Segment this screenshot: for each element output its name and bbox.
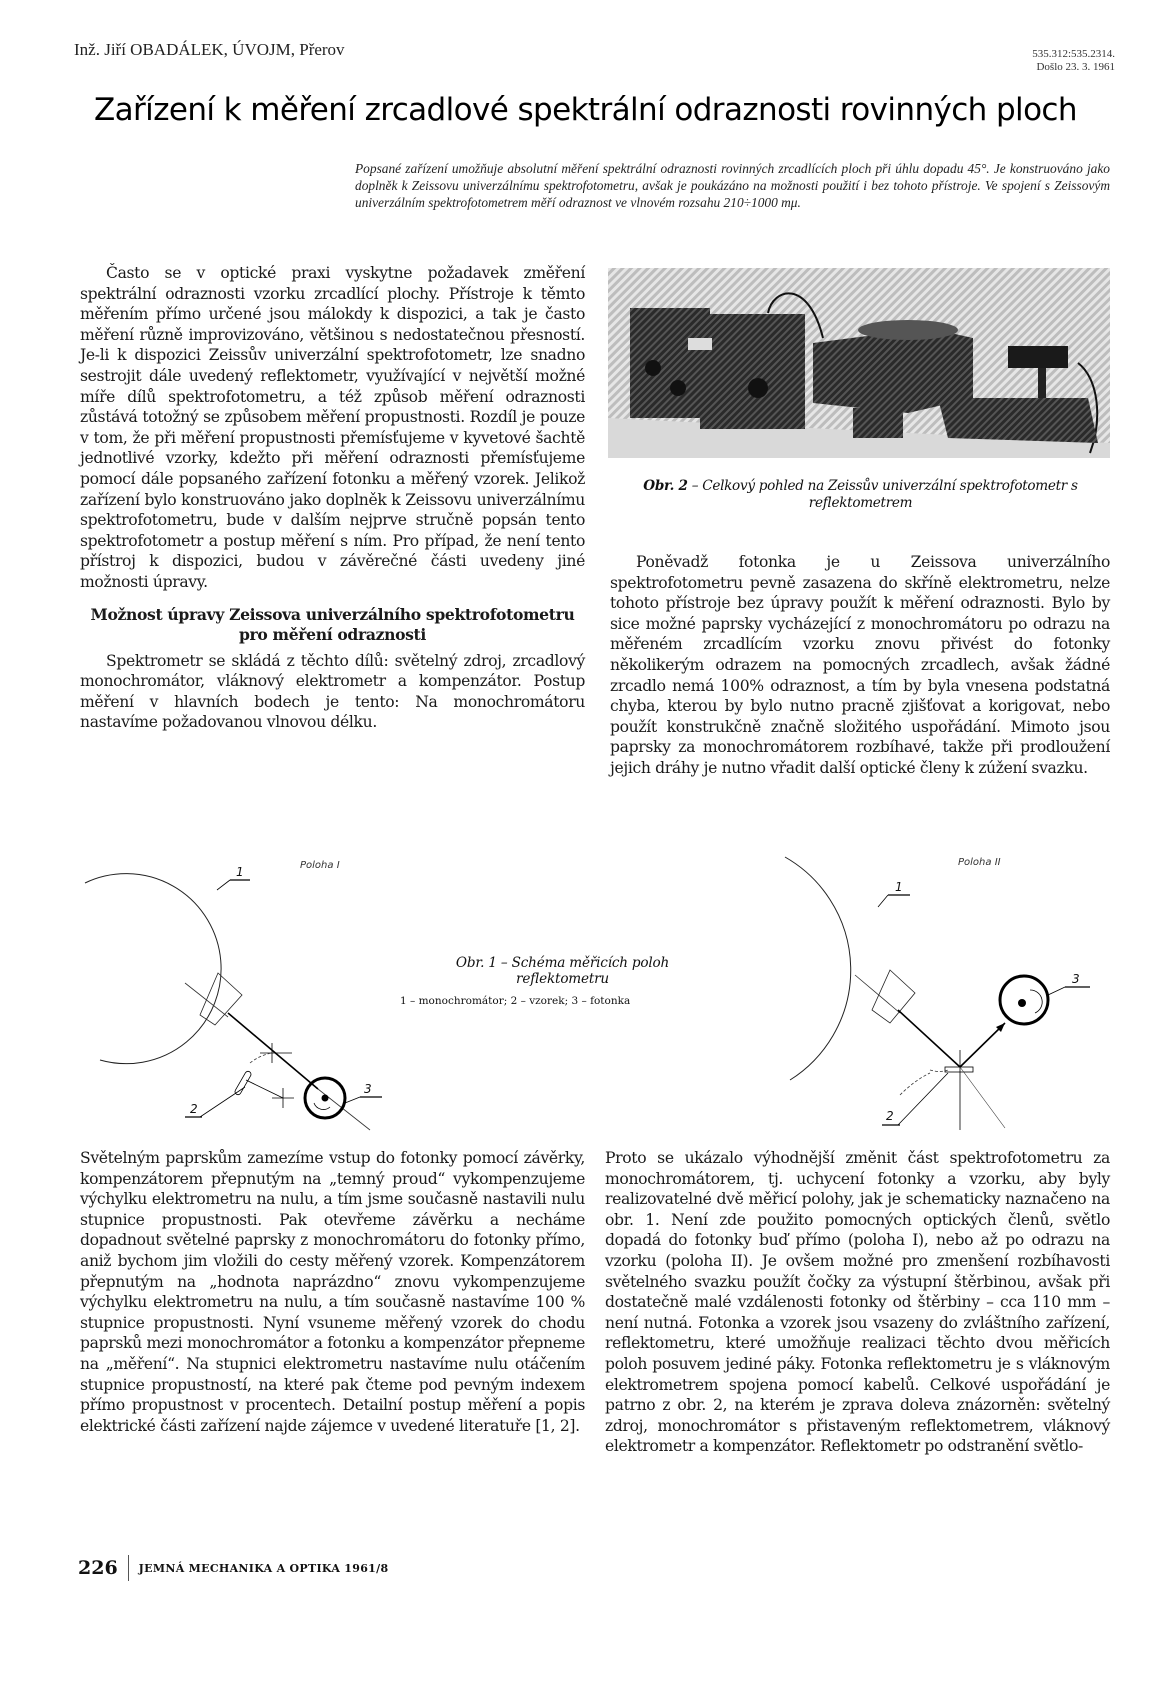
- position-2-diagram: [785, 857, 1090, 1130]
- label-3: 3: [1072, 972, 1080, 986]
- knob: [670, 380, 686, 396]
- body-paragraph: Často se v optické praxi vyskytne požadavek změření spektrální odraznosti vzorku zrcadlící plochy. Přístroje k těmto měřením přímo určené jsou málokdy k dispozici, a tak je často měření různě improvizováno, většinou s nedostatečnou přesností. Je-li k dispozici Zeissův univerzální spektrofotometr, lze snadno sestrojit dále uvedený reflektometr, využívající v největší možné míře dílů spektrofotometru, a též způsob měření odraznosti zůstává totožný se způsobem měření propustnosti. Rozdíl je pouze v tom, že při měření propustnosti přemísťujeme v kyvetové šachtě jednotlivé vzorky, kdežto při měření odraznosti přemísťujeme pomocí dále popsaného zařízení fotonku a měřený vzorek. Jelikož zařízení bylo konstruováno jako doplněk k Zeissovu univerzálnímu spektrofotometru, bude v dalším nejprve stručně popsán tento spektrofotometr a postup měření s ním. Pro případ, že není tento přístroj k dispozici, budou v závěrečné části uvedeny jiné možnosti úpravy.: [80, 264, 585, 591]
- body-paragraph: Poněvadž fotonka je u Zeissova univerzálního spektrofotometru pevně zasazena do skříně elektrometru, nelze tohoto přístroje bez úpravy použít k měření odraznosti. Bylo by sice možné paprsky vycházející z monochromátoru po odrazu na měřeném zrcadlícím vzorku znovu přivést do fotonky několikerým odrazem na pomocných zrcadlech, avšak žádné zrcadlo nemá 100% odraznost, a tím by byla vnesena podstatná chyba, kterou by bylo nutno pracně zjišťovat a korigovat, nebo použít konstrukčně značně složitého uspořádání. Mimoto jsou paprsky za monochromátorem rozbíhavé, takže při prodloužení jejich dráhy je nutno vřadit další optické členy k zúžení svazku.: [610, 553, 1110, 777]
- footer-divider: [128, 1555, 129, 1581]
- figure-2-label: Obr. 2: [643, 478, 688, 494]
- column-2-top: [610, 552, 1110, 779]
- page-number: 226: [78, 1557, 118, 1579]
- page-footer: [78, 1555, 388, 1581]
- label-3-leader: [345, 1097, 360, 1103]
- body-paragraph: Spektrometr se skládá z těchto dílů: světelný zdroj, zrcadlový monochromátor, vláknový elektrometr a kompenzátor. Postup měření v hlavních bodech je tento: Na monochromátoru nastavíme požadovanou vlnovou délku.: [80, 651, 585, 732]
- light-beam: [228, 1013, 318, 1089]
- slit-axis: [185, 983, 228, 1017]
- stand: [853, 408, 903, 438]
- meter-dial: [688, 338, 712, 350]
- base-rail: [938, 398, 1098, 443]
- compensator-unit: [630, 308, 710, 418]
- label-1: 1: [895, 880, 903, 894]
- label-1-leader: [217, 880, 230, 890]
- label-3-leader: [1048, 987, 1065, 995]
- label-2: 2: [190, 1102, 198, 1116]
- light-source-lamp: [1008, 346, 1068, 368]
- column-2-bottom: [605, 1148, 1110, 1457]
- slit-axis: [855, 975, 900, 1013]
- exit-slit-housing: [200, 973, 242, 1025]
- photo-illustration: [608, 268, 1110, 458]
- udc-block: [1032, 48, 1115, 74]
- label-2: 2: [886, 1109, 894, 1123]
- section-heading: Možnost úpravy Zeissova univerzálního spektrofotometru pro měření odraznosti: [90, 604, 575, 644]
- sample-holder: [945, 1067, 973, 1072]
- photocell-center: [322, 1095, 329, 1102]
- photocell-arc: [314, 1103, 330, 1110]
- position-1-label: Poloha I: [300, 860, 340, 871]
- figure-2-caption: [608, 478, 1113, 512]
- reflectometer-schematic: [60, 845, 1140, 1135]
- incident-beam: [898, 1010, 960, 1067]
- body-paragraph: Proto se ukázalo výhodnější změnit část spektrofotometru za monochromátorem, tj. uchycení fotonky a vzorku, aby byly realizovatelné dvě měřicí polohy, jak je schematicky naznačeno na obr. 1. Není zde použito pomocných optických členů, světlo dopadá do fotonky buď přímo (poloha I), nebo až po odrazu na vzorku (poloha II). Je ovšem možné pro zmenšení rozbíhavosti světelného svazku použít čočky za výstupní štěrbinou, avšak při dostatečně malé vzdálenosti fotonky od štěrbiny – cca 110 mm – není nutná. Fotonka a vzorek jsou vsazeny do zvláštního zařízení, reflektometru, které umožňuje realizaci těchto dvou měřicích poloh posuvem jediné páky. Fotonka reflektometru je s vláknovým elektrometrem spojena pomocí kabelů. Celkové uspořádání je patrno z obr. 2, na kterém je zprava doleva znázorněn: světelný zdroj, monochromátor s přistaveným reflektometrem, vláknový elektrometr a kompenzátor. Reflektometr po odstranění světlo-: [605, 1149, 1110, 1456]
- figure-2-photo: [608, 268, 1110, 458]
- figure-1-legend: 1 – monochromátor; 2 – vzorek; 3 – fotonka: [400, 995, 631, 1007]
- figure-1-caption: Obr. 1 – Schéma měřicích poloh reflektometru: [455, 955, 670, 987]
- column-1-bottom: [80, 1148, 585, 1436]
- beam-extension: [960, 1067, 1005, 1128]
- knob: [748, 378, 768, 398]
- monochromator-outline: [785, 857, 851, 1080]
- figure-2-caption-text: – Celkový pohled na Zeissův univerzální spektrofotometr s reflektometrem: [687, 478, 1078, 511]
- reflected-beam: [960, 1023, 1005, 1067]
- label-2-leader: [898, 1073, 948, 1125]
- label-3: 3: [364, 1082, 372, 1096]
- body-paragraph: Světelným paprskům zamezíme vstup do fotonky pomocí závěrky, kompenzátorem přepnutým na „temný proud“ vykompenzujeme výchylku elektrometru na nulu, a tím jsme současně nastavili nulu stupnice propustnosti. Pak otevřeme závěrku a necháme dopadnout světelné paprsky z monochromátoru do fotonky přímo, aniž bychom jim vložili do cesty měřený vzorek. Kompenzátorem přepnutým na „hodnota naprázdno“ znovu vykompenzujeme výchylku elektrometru na nulu, a tím současně nastavíme 100 % stupnice propustnosti. Nyní vsuneme měřený vzorek do chodu paprsků mezi monochromátor a fotonku a kompenzátor přepneme na „měření“. Na stupnici elektrometru nastavíme nulu otáčením stupnice propustností, na které pak čteme pod pevným indexem přímo propustnost v procentech. Detailní postup měření a popis elektrické části zařízení najde zájemce v uvedené literatuře [1, 2].: [80, 1149, 585, 1435]
- lever-arc-2: [900, 1073, 930, 1095]
- photocell-arc: [1030, 990, 1042, 1013]
- journal-name: JEMNÁ MECHANIKA A OPTIKA 1961/8: [138, 1561, 389, 1575]
- label-1-leader: [878, 895, 888, 907]
- label-1: 1: [236, 865, 244, 879]
- electrometer-unit: [700, 314, 805, 429]
- column-1-top: [80, 263, 585, 733]
- monochromator-top: [858, 320, 958, 340]
- label-2-leader: [200, 1087, 245, 1117]
- exit-slit-housing: [872, 970, 915, 1023]
- sample-arm: [246, 1080, 283, 1098]
- figure-1-diagram: [60, 845, 1140, 1135]
- lever-arc: [250, 1053, 272, 1063]
- received-date: Došlo 23. 3. 1961: [1036, 61, 1115, 73]
- author-line: Inž. Jiří OBADÁLEK, ÚVOJM, Přerov: [74, 40, 345, 59]
- photocell-center: [1018, 999, 1026, 1007]
- knob: [645, 360, 661, 376]
- monochromator-outline: [85, 874, 221, 1064]
- sample-holder: [234, 1070, 252, 1096]
- position-2-label: Poloha II: [958, 857, 1001, 868]
- udc-code: 535.312:535.2314.: [1032, 48, 1115, 60]
- abstract: Popsané zařízení umožňuje absolutní měření spektrální odraznosti rovinných zrcadlících ploch při úhlu dopadu 45°. Je konstruováno jako doplněk k Zeissovu univerzálnímu spektrofotometru, avšak je poukázáno na možnosti použití i bez tohoto přístroje. Ve spojení s Zeissovým univerzálním spektrofotometrem měří odraznost ve vlnovém rozsahu 210÷1000 mμ.: [355, 161, 1110, 210]
- article-title: Zařízení k měření zrcadlové spektrální odraznosti rovinných ploch: [94, 92, 1077, 128]
- position-1-diagram: [85, 860, 382, 1130]
